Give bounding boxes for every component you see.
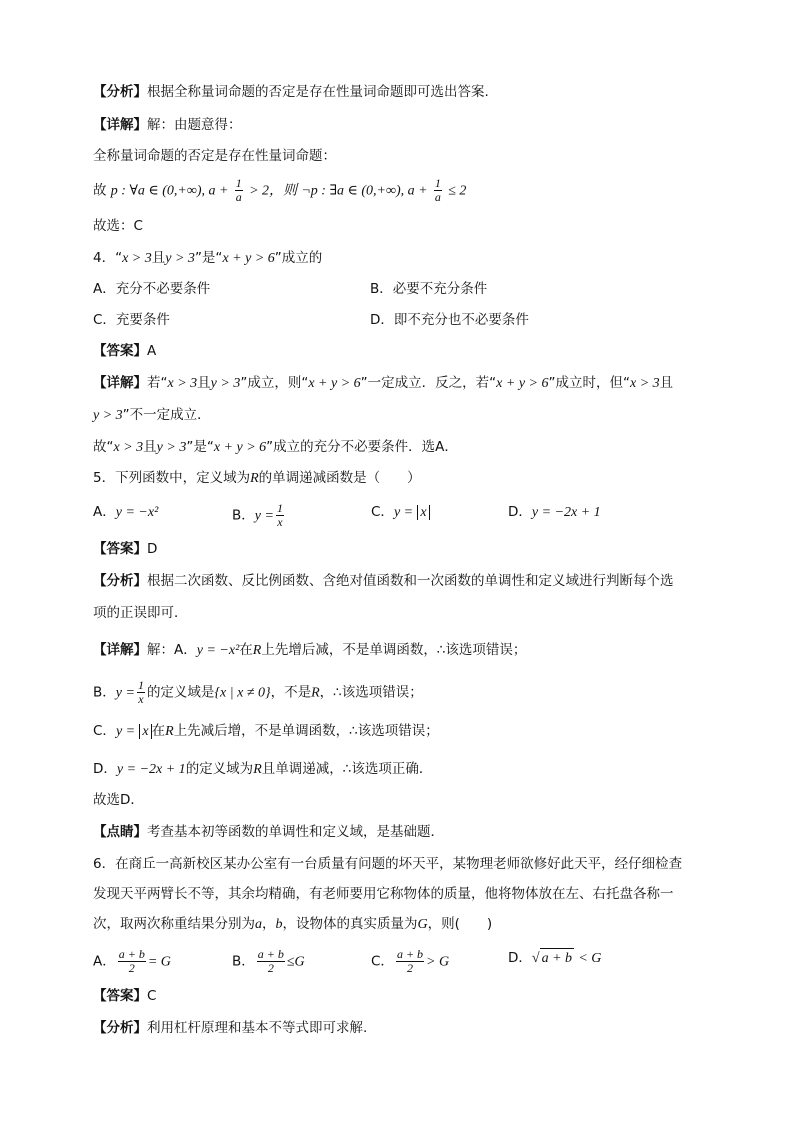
text: 且 bbox=[143, 439, 157, 455]
text: ，∴该选项错误； bbox=[319, 684, 423, 701]
option-label: A． bbox=[93, 504, 116, 520]
answer-value: A bbox=[147, 343, 157, 359]
text: 若“ bbox=[147, 375, 168, 391]
option-a: A．充分不必要条件 bbox=[93, 281, 211, 297]
math-expr: y = bbox=[393, 505, 414, 520]
detail-line bbox=[93, 115, 242, 135]
fraction bbox=[118, 948, 146, 975]
analysis-tag: 【分析】 bbox=[93, 1020, 147, 1036]
math-expr: y > 3 bbox=[165, 251, 195, 266]
math-expr: R bbox=[311, 685, 320, 701]
text: ”成立时，但“ bbox=[548, 375, 630, 391]
analysis-text: 根据全称量词命题的否定是存在性量词命题即可选出答案. bbox=[147, 84, 489, 100]
math-expr: y = −2x + 1 bbox=[531, 505, 601, 520]
analysis-tag: 【分析】 bbox=[93, 573, 147, 589]
frac-den: 2 bbox=[267, 961, 274, 975]
sqrt-expr: a + b bbox=[540, 948, 574, 969]
option-label: B． bbox=[232, 953, 255, 970]
option-c bbox=[371, 948, 449, 975]
text: B． bbox=[93, 684, 116, 701]
analysis-line: 项的正误即可． bbox=[93, 605, 188, 621]
analysis-text: 利用杠杆原理和基本不等式即可求解. bbox=[147, 1020, 368, 1036]
text: 次，取两次称重结果分别为 bbox=[93, 916, 255, 932]
detail-text-line: 全称量词命题的否定是存在性量词命题： bbox=[93, 148, 336, 164]
fraction bbox=[257, 948, 285, 975]
math-expr: R bbox=[250, 471, 259, 486]
negation-line bbox=[93, 177, 466, 204]
math-expr: = G bbox=[147, 954, 171, 970]
text: 的定义域为 bbox=[185, 761, 254, 777]
math-expr: x + y > 6 bbox=[308, 376, 361, 391]
math-expr: p : ∀a ∈ (0,+∞), a + bbox=[110, 183, 229, 199]
math-expr: x > 3 bbox=[167, 376, 198, 391]
frac-num: a + b bbox=[118, 947, 145, 961]
math-expr: x > 3 bbox=[122, 251, 152, 266]
option-label: D． bbox=[508, 950, 532, 966]
detail-tag: 【详解】 bbox=[93, 117, 147, 133]
text: D． bbox=[93, 761, 117, 777]
frac-num: 1 bbox=[276, 501, 283, 515]
text: ”是“ bbox=[186, 439, 214, 455]
option-c: C．充要条件 bbox=[93, 312, 170, 328]
text: 上先增后减，不是单调函数，∴该选项错误； bbox=[261, 642, 527, 658]
math-expr: y > 3 bbox=[210, 376, 241, 391]
text: ”是“ bbox=[194, 250, 223, 266]
option-d bbox=[508, 948, 601, 969]
math-expr: y = bbox=[115, 685, 135, 701]
math-expr: y = −2x + 1 bbox=[116, 762, 186, 777]
detail-tag: 【详解】 bbox=[93, 375, 147, 391]
text: 上先减后增，不是单调函数，∴该选项错误； bbox=[173, 723, 439, 739]
text: ，不是 bbox=[270, 684, 312, 701]
math-expr: ≤ 2 bbox=[448, 183, 467, 199]
frac-den: a bbox=[434, 190, 441, 204]
text: 在 bbox=[239, 642, 253, 658]
option-b bbox=[232, 948, 305, 975]
text: ”不一定成立． bbox=[122, 407, 211, 423]
text: 5．下列函数中，定义域为 bbox=[93, 470, 251, 486]
question-6-stem: 6．在商丘一高新校区某办公室有一台质量有问题的坏天平，某物理老师欲修好此天平，经仔细检查 bbox=[93, 856, 683, 872]
option-label: C． bbox=[371, 953, 394, 970]
analysis-line bbox=[93, 82, 489, 102]
detail-line bbox=[93, 721, 439, 742]
answer-line bbox=[93, 539, 157, 559]
text: 4．“ bbox=[93, 250, 123, 266]
math-expr: x + y > 6 bbox=[496, 376, 549, 391]
math-expr: x > 3 bbox=[630, 376, 660, 391]
text: 在 bbox=[151, 723, 166, 739]
math-expr: ¬p : ∃a ∈ (0,+∞), a + bbox=[301, 183, 428, 199]
text: ，设物体的真实质量为 bbox=[282, 916, 418, 932]
text: 解：A． bbox=[147, 642, 197, 658]
fraction bbox=[276, 502, 284, 529]
analysis-line bbox=[93, 571, 674, 591]
answer-line bbox=[93, 341, 156, 361]
math-expr: G bbox=[417, 917, 428, 932]
frac-den: 2 bbox=[406, 961, 413, 975]
answer-line bbox=[93, 986, 156, 1006]
frac-num: a + b bbox=[396, 947, 424, 961]
text: 且 bbox=[151, 250, 166, 266]
frac-num: 1 bbox=[235, 176, 242, 190]
text: ”成立的 bbox=[274, 250, 323, 266]
math-expr: a bbox=[255, 917, 262, 932]
detail-tag: 【详解】 bbox=[93, 642, 147, 658]
text: ，则( ) bbox=[427, 916, 493, 932]
math-expr: y = −x² bbox=[115, 505, 159, 520]
option-d: D．即不充分也不必要条件 bbox=[370, 312, 529, 328]
fraction bbox=[235, 177, 243, 204]
math-expr: R bbox=[252, 643, 262, 658]
fraction bbox=[137, 679, 145, 706]
math-expr: x > 3 bbox=[113, 440, 144, 455]
frac-num: a + b bbox=[257, 947, 284, 961]
detail-line bbox=[93, 679, 423, 706]
frac-den: a bbox=[235, 190, 242, 204]
detail-line bbox=[93, 759, 432, 780]
option-a bbox=[93, 948, 171, 975]
option-label: D． bbox=[508, 504, 532, 520]
comment-tag: 【点睛】 bbox=[93, 824, 147, 840]
text: ”成立的充分不必要条件．选A． bbox=[266, 439, 458, 455]
option-b bbox=[232, 502, 286, 529]
text: 且 bbox=[197, 375, 211, 391]
math-expr: y = bbox=[254, 508, 274, 524]
math-expr: ≤G bbox=[286, 954, 305, 970]
analysis-tag: 【分析】 bbox=[93, 84, 147, 100]
option-d bbox=[508, 502, 601, 523]
frac-den: x bbox=[277, 515, 283, 529]
text: 故 bbox=[93, 182, 107, 199]
abs-expr: x bbox=[417, 505, 429, 520]
fraction bbox=[434, 177, 442, 204]
math-expr: R bbox=[253, 762, 262, 777]
answer-tag: 【答案】 bbox=[93, 343, 147, 359]
choose-line: 故选D． bbox=[93, 792, 144, 808]
math-expr: {x | x ≠ 0} bbox=[214, 685, 271, 701]
math-expr: b bbox=[275, 917, 283, 932]
frac-den: x bbox=[138, 692, 144, 706]
detail-line bbox=[93, 405, 211, 426]
option-c bbox=[371, 502, 430, 523]
text: 的定义域是 bbox=[146, 684, 215, 701]
analysis-text: 根据二次函数、反比例函数、含绝对值函数和一次函数的单调性和定义域进行判断每个选 bbox=[147, 573, 674, 589]
option-a bbox=[93, 502, 158, 523]
option-label: C． bbox=[371, 504, 394, 520]
text: ”成立，则“ bbox=[240, 375, 309, 391]
fraction bbox=[396, 948, 424, 975]
detail-line bbox=[93, 373, 673, 394]
question-5-stem bbox=[93, 468, 421, 489]
math-expr: y > 3 bbox=[156, 440, 187, 455]
math-expr: < G bbox=[578, 951, 602, 966]
question-4-stem bbox=[93, 248, 322, 269]
choose-line: 故选：C bbox=[93, 218, 143, 234]
math-expr: x + y > 6 bbox=[222, 251, 275, 266]
detail-text: 解：由题意得： bbox=[147, 117, 242, 133]
math-expr: > 2，则 bbox=[249, 183, 298, 199]
option-label: B． bbox=[232, 507, 255, 524]
frac-num: 1 bbox=[137, 678, 144, 692]
comment-text: 考查基本初等函数的单调性和定义域，是基础题． bbox=[147, 824, 444, 840]
option-b: B．必要不充分条件 bbox=[370, 281, 488, 297]
math-expr: x + y > 6 bbox=[213, 440, 267, 455]
math-expr: y = bbox=[115, 724, 136, 739]
sqrt-sign-icon: √ bbox=[531, 951, 540, 966]
answer-value: D bbox=[147, 541, 158, 557]
answer-tag: 【答案】 bbox=[93, 988, 147, 1004]
text: 且 bbox=[659, 375, 674, 391]
question-6-stem bbox=[93, 914, 492, 935]
frac-num: 1 bbox=[434, 176, 441, 190]
frac-den: 2 bbox=[128, 961, 135, 975]
detail-line bbox=[93, 640, 526, 661]
comment-line bbox=[93, 822, 444, 842]
abs-expr: x bbox=[139, 724, 151, 739]
detail-line bbox=[93, 437, 458, 458]
math-expr: y > 3 bbox=[93, 408, 123, 423]
text: ， bbox=[262, 916, 276, 932]
math-expr: R bbox=[165, 724, 174, 739]
answer-tag: 【答案】 bbox=[93, 541, 147, 557]
math-expr: y = −x² bbox=[196, 643, 240, 658]
text: 故“ bbox=[93, 439, 114, 455]
answer-value: C bbox=[147, 988, 157, 1004]
text: 且单调递减，∴该选项正确． bbox=[261, 761, 433, 777]
option-label: A． bbox=[93, 953, 116, 970]
text: ”一定成立．反之，若“ bbox=[360, 375, 497, 391]
text: C． bbox=[93, 723, 116, 739]
math-expr: > G bbox=[426, 954, 450, 970]
analysis-line bbox=[93, 1018, 367, 1038]
question-6-stem: 发现天平两臂长不等，其余均精确，有老师要用它称物体的质量，他将物体放在左、右托盘各称一 bbox=[93, 886, 674, 902]
text: 的单调递减函数是（ ） bbox=[258, 470, 421, 486]
